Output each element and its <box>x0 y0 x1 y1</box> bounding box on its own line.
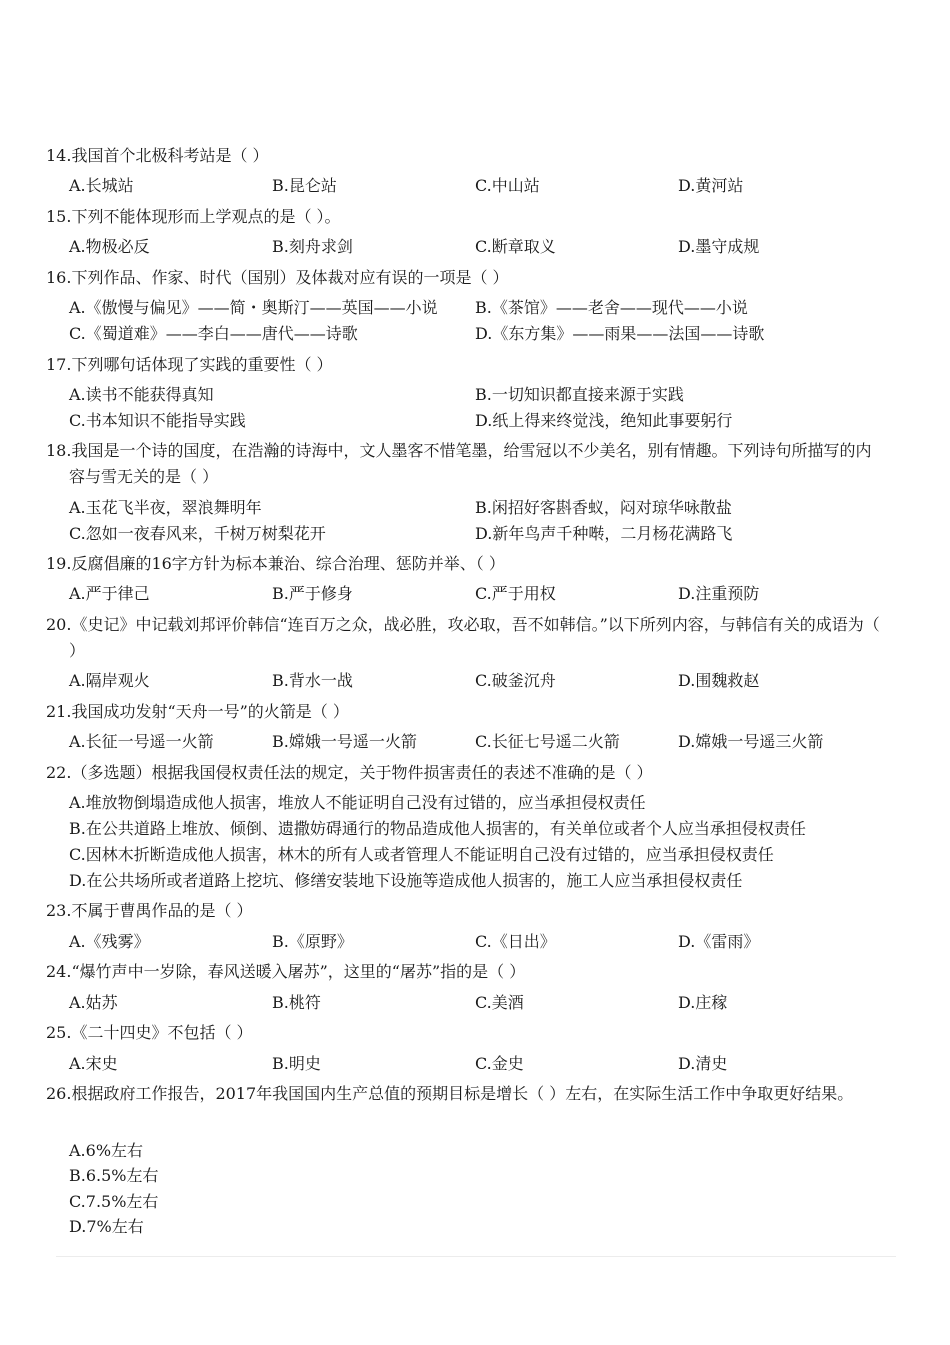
q24-option-a: A.姑苏 <box>69 993 118 1012</box>
question-22-stem: 22.（多选题）根据我国侵权责任法的规定，关于物件损害责任的表述不准确的是（ ） <box>46 763 653 782</box>
q25-option-b: B.明史 <box>272 1054 321 1073</box>
question-16-stem: 16.下列作品、作家、时代（国别）及体裁对应有误的一项是（ ） <box>46 268 509 287</box>
q15-option-a: A.物极必反 <box>69 237 150 256</box>
q17-option-b: B.一切知识都直接来源于实践 <box>475 385 684 404</box>
q18-option-c: C.忽如一夜春风来，千树万树梨花开 <box>69 524 326 543</box>
q21-option-b: B.嫦娥一号遥一火箭 <box>272 732 417 751</box>
q14-option-a: A.长城站 <box>69 176 134 195</box>
q26-option-d: D.7%左右 <box>69 1217 144 1236</box>
q14-option-b: B.昆仑站 <box>272 176 337 195</box>
q26-option-a: A.6%左右 <box>69 1141 144 1160</box>
q22-option-c: C.因林木折断造成他人损害，林木的所有人或者管理人不能证明自己没有过错的，应当承担侵权责任 <box>69 845 774 864</box>
q20-option-a: A.隔岸观火 <box>69 671 150 690</box>
q20-option-b: B.背水一战 <box>272 671 353 690</box>
q16-option-b: B.《茶馆》——老舍——现代——小说 <box>475 298 748 317</box>
q23-option-d: D.《雷雨》 <box>678 932 760 951</box>
q17-option-a: A.读书不能获得真知 <box>69 385 214 404</box>
q21-option-d: D.嫦娥一号遥三火箭 <box>678 732 824 751</box>
question-19-stem: 19.反腐倡廉的16字方针为标本兼治、综合治理、惩防并举、（ ） <box>46 554 505 573</box>
q23-option-c: C.《日出》 <box>475 932 556 951</box>
q18-option-b: B.闲招好客斟香蚁，闷对琼华咏散盐 <box>475 498 732 517</box>
q16-option-a: A.《傲慢与偏见》——简・奥斯汀——英国——小说 <box>69 298 438 317</box>
question-24-stem: 24.“爆竹声中一岁除，春风送暖入屠苏”，这里的“屠苏”指的是（ ） <box>46 962 526 981</box>
q24-option-b: B.桃符 <box>272 993 321 1012</box>
q19-option-a: A.严于律己 <box>69 584 150 603</box>
q15-option-b: B.刻舟求剑 <box>272 237 353 256</box>
question-21-stem: 21.我国成功发射“天舟一号”的火箭是（ ） <box>46 702 349 721</box>
q22-option-b: B.在公共道路上堆放、倾倒、遗撒妨碍通行的物品造成他人损害的，有关单位或者个人应当承担侵权责任 <box>69 819 806 838</box>
q25-option-d: D.清史 <box>678 1054 728 1073</box>
q17-option-c: C.书本知识不能指导实践 <box>69 411 246 430</box>
q15-option-c: C.断章取义 <box>475 237 556 256</box>
q23-option-a: A.《残雾》 <box>69 932 150 951</box>
question-14-stem: 14.我国首个北极科考站是（ ） <box>46 146 269 165</box>
q16-option-c: C.《蜀道难》——李白——唐代——诗歌 <box>69 324 358 343</box>
q22-option-a: A.堆放物倒塌造成他人损害，堆放人不能证明自己没有过错的，应当承担侵权责任 <box>69 793 646 812</box>
question-26-stem: 26.根据政府工作报告，2017年我国国内生产总值的预期目标是增长（ ）左右，在实际生活工作中争取更好结果。 <box>46 1084 854 1103</box>
question-25-stem: 25.《二十四史》不包括（ ） <box>46 1023 253 1042</box>
q23-option-b: B.《原野》 <box>272 932 353 951</box>
q17-option-d: D.纸上得来终觉浅，绝知此事要躬行 <box>475 411 733 430</box>
question-23-stem: 23.不属于曹禺作品的是（ ） <box>46 901 253 920</box>
q25-option-c: C.金史 <box>475 1054 524 1073</box>
q24-option-c: C.美酒 <box>475 993 524 1012</box>
question-20-stem: 20.《史记》中记载刘邦评价韩信“连百万之众，战必胜，攻必取，吾不如韩信。”以下所列内容，与韩信有关的成语为（ ） <box>46 615 880 660</box>
q18-option-a: A.玉花飞半夜，翠浪舞明年 <box>69 498 262 517</box>
q19-option-b: B.严于修身 <box>272 584 353 603</box>
q21-option-c: C.长征七号遥二火箭 <box>475 732 620 751</box>
question-17-stem: 17.下列哪句话体现了实践的重要性（ ） <box>46 355 333 374</box>
q15-option-d: D.墨守成规 <box>678 237 760 256</box>
q14-option-d: D.黄河站 <box>678 176 744 195</box>
page-bottom-divider <box>56 1256 896 1257</box>
q25-option-a: A.宋史 <box>69 1054 118 1073</box>
q26-option-c: C.7.5%左右 <box>69 1192 159 1211</box>
q24-option-d: D.庄稼 <box>678 993 728 1012</box>
question-15-stem: 15.下列不能体现形而上学观点的是（ ）。 <box>46 207 341 226</box>
q19-option-c: C.严于用权 <box>475 584 556 603</box>
q21-option-a: A.长征一号遥一火箭 <box>69 732 214 751</box>
q20-option-c: C.破釜沉舟 <box>475 671 556 690</box>
q14-option-c: C.中山站 <box>475 176 540 195</box>
q20-option-d: D.围魏救赵 <box>678 671 760 690</box>
question-18-stem: 18.我国是一个诗的国度，在浩瀚的诗海中，文人墨客不惜笔墨，给雪冠以不少美名，别有情趣。下列诗句所描写的内容与雪无关的是（ ） <box>46 441 872 486</box>
q22-option-d: D.在公共场所或者道路上挖坑、修缮安装地下设施等造成他人损害的，施工人应当承担侵权责任 <box>69 871 743 890</box>
q18-option-d: D.新年鸟声千种啭，二月杨花满路飞 <box>475 524 733 543</box>
q26-option-b: B.6.5%左右 <box>69 1166 159 1185</box>
q16-option-d: D.《东方集》——雨果——法国——诗歌 <box>475 324 765 343</box>
q19-option-d: D.注重预防 <box>678 584 760 603</box>
